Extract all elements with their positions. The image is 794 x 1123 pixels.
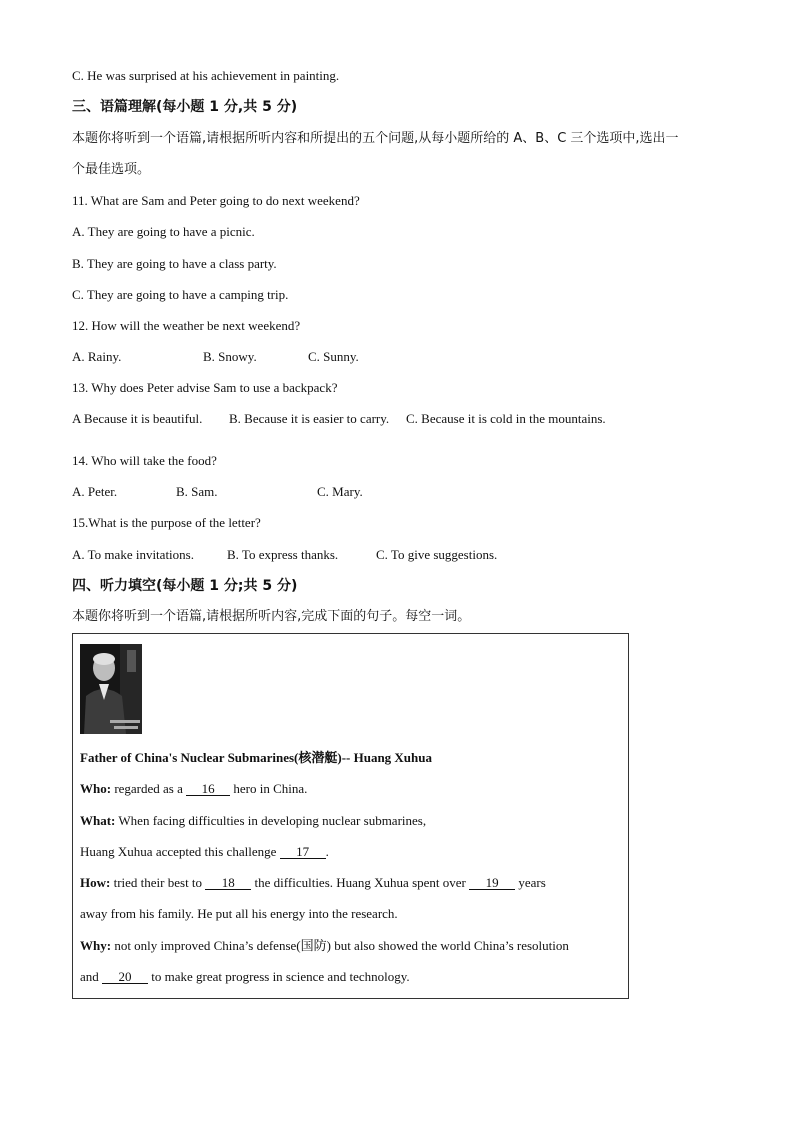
why-label: Why: bbox=[80, 938, 112, 953]
q14-option-b: B. Sam. bbox=[176, 484, 218, 499]
q15-option-c: C. To give suggestions. bbox=[376, 547, 498, 562]
what-line bbox=[80, 813, 426, 829]
q11-option-c: C. They are going to have a camping trip. bbox=[72, 287, 289, 302]
blank-17[interactable]: 17 bbox=[280, 845, 326, 859]
q15-option-b: B. To express thanks. bbox=[227, 547, 339, 562]
section-4-heading: 四、听力填空(每小题 1 分;共 5 分) bbox=[72, 578, 298, 594]
who-line bbox=[80, 781, 307, 797]
who-label: Who: bbox=[80, 781, 112, 796]
section-3-heading: 三、语篇理解(每小题 1 分,共 5 分) bbox=[72, 99, 298, 115]
what-line2-post: . bbox=[325, 844, 329, 859]
how-text-pre: tried their best to bbox=[110, 875, 206, 890]
q12-option-c: C. Sunny. bbox=[308, 349, 359, 364]
q13-option-c: C. Because it is cold in the mountains. bbox=[406, 411, 606, 426]
why-line-2 bbox=[80, 969, 410, 985]
blank-19[interactable]: 19 bbox=[469, 876, 515, 890]
blank-20[interactable]: 20 bbox=[102, 970, 148, 984]
blank-16[interactable]: 16 bbox=[186, 782, 230, 796]
q11-option-a: A. They are going to have a picnic. bbox=[72, 224, 255, 239]
question-15: 15.What is the purpose of the letter? bbox=[72, 515, 261, 530]
how-text-mid: the difficulties. Huang Xuhua spent over bbox=[251, 875, 470, 890]
portrait-photo bbox=[80, 644, 142, 734]
why-text: not only improved China’s defense(国防) but also showed the world China’s resolution bbox=[111, 938, 569, 953]
how-line-2: away from his family. He put all his energy into the research. bbox=[80, 906, 398, 921]
q13-option-b: B. Because it is easier to carry. bbox=[229, 411, 390, 426]
section-3-instruction-line1: 本题你将听到一个语篇,请根据所听内容和所提出的五个问题,从每小题所给的 A、B、C 三个选项中,选出一 bbox=[72, 131, 679, 146]
q14-option-a: A. Peter. bbox=[72, 484, 118, 499]
what-text: When facing difficulties in developing nuclear submarines, bbox=[115, 813, 427, 828]
q11-option-b: B. They are going to have a class party. bbox=[72, 256, 277, 271]
section-4-instruction: 本题你将听到一个语篇,请根据所听内容,完成下面的句子。每空一词。 bbox=[72, 609, 471, 624]
portrait-image bbox=[80, 644, 142, 734]
question-11: 11. What are Sam and Peter going to do next weekend? bbox=[72, 193, 360, 208]
q12-option-a: A. Rainy. bbox=[72, 349, 122, 364]
blank-18[interactable]: 18 bbox=[205, 876, 251, 890]
question-14: 14. Who will take the food? bbox=[72, 453, 217, 468]
q14-option-c: C. Mary. bbox=[317, 484, 363, 499]
what-line2-pre: Huang Xuhua accepted this challenge bbox=[80, 844, 280, 859]
q13-option-a: A Because it is beautiful. bbox=[72, 411, 203, 426]
how-label: How: bbox=[80, 875, 111, 890]
why-line bbox=[80, 938, 569, 954]
how-text-post: years bbox=[515, 875, 546, 890]
option-c-previous: C. He was surprised at his achievement in painting. bbox=[72, 68, 340, 83]
section-3-instruction-line2: 个最佳选项。 bbox=[72, 162, 151, 177]
box-title: Father of China's Nuclear Submarines(核潜艇)-- Huang Xuhua bbox=[80, 750, 432, 765]
q12-option-b: B. Snowy. bbox=[203, 349, 257, 364]
why-line2-post: to make great progress in science and technology. bbox=[148, 969, 410, 984]
how-line bbox=[80, 875, 546, 891]
who-text-post: hero in China. bbox=[230, 781, 308, 796]
question-12: 12. How will the weather be next weekend? bbox=[72, 318, 301, 333]
who-text-pre: regarded as a bbox=[111, 781, 187, 796]
why-line2-pre: and bbox=[80, 969, 103, 984]
what-line-2 bbox=[80, 844, 329, 860]
question-13: 13. Why does Peter advise Sam to use a backpack? bbox=[72, 380, 338, 395]
what-label: What: bbox=[80, 813, 116, 828]
q15-option-a: A. To make invitations. bbox=[72, 547, 194, 562]
